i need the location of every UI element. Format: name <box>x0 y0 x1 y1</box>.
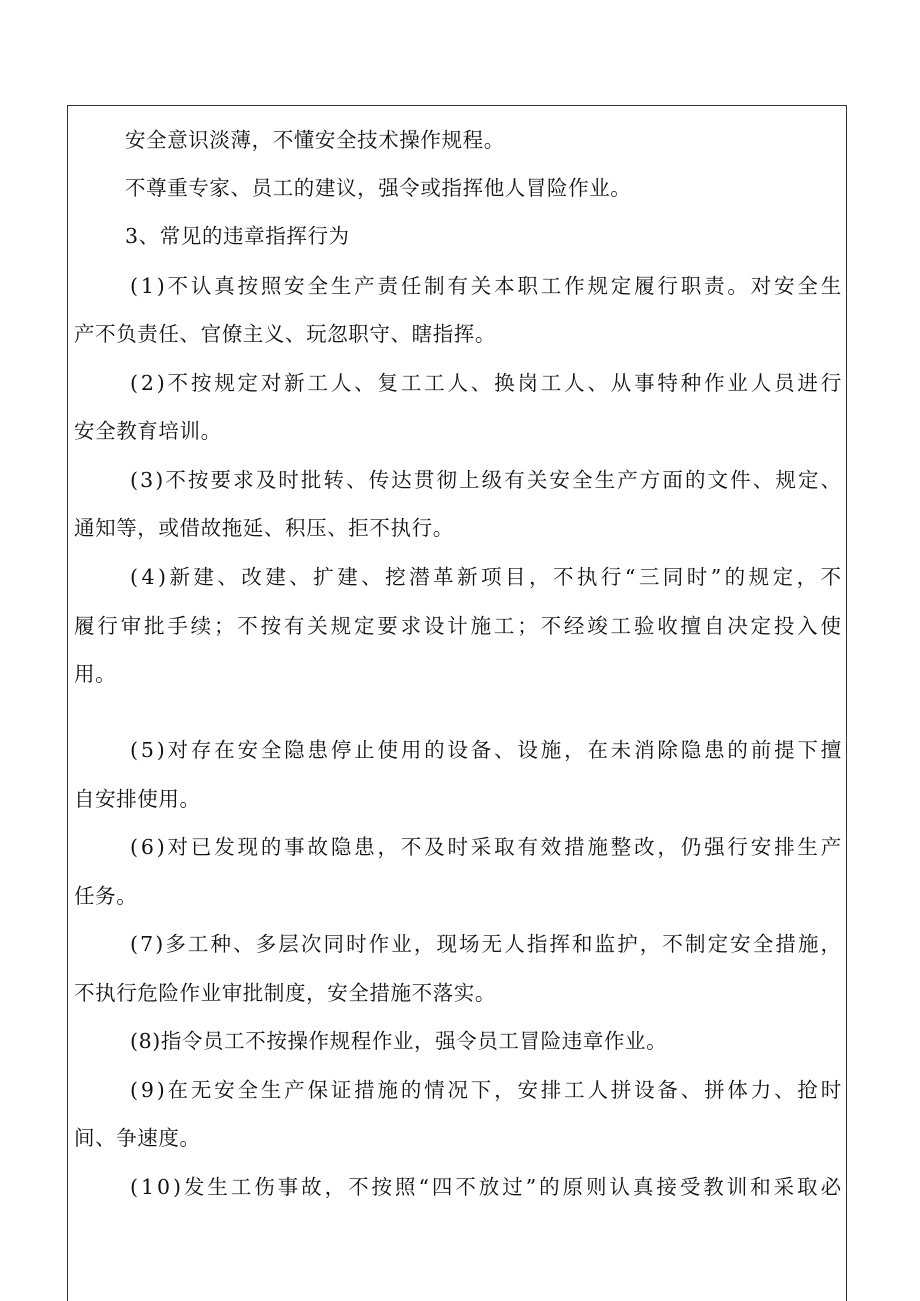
text-line: 履 行 审 批 手 续 ； 不 按 有 关 规 定 要 求 设 计 施 工 ； 不 经 竣 工 验 收 擅 自 决 定 投 入 使 <box>74 614 842 638</box>
text-line: 通知等，或借故拖延、积压、拒不执行。 <box>74 516 454 540</box>
text-line: ( 4 ) 新 建 、 改 建 、 扩 建 、 挖 潜 革 新 项 目 ， 不 执 行 “ 三 同 时 ” 的 规 定 ， 不 <box>130 565 842 589</box>
text-line: ( 2 ) 不 按 规 定 对 新 工 人 、 复 工 工 人 、 换 岗 工 人 、 从 事 特 种 作 业 人 员 进 行 <box>130 371 842 395</box>
text-line: 间、争速度。 <box>74 1126 201 1150</box>
table-cell-frame <box>67 105 847 1301</box>
text-line: 自安排使用。 <box>74 787 201 811</box>
text-line: 安全教育培训。 <box>74 419 222 443</box>
text-line: ( 5 ) 对 存 在 安 全 隐 患 停 止 使 用 的 设 备 、 设 施 ， 在 未 消 除 隐 患 的 前 提 下 擅 <box>130 738 842 762</box>
text-line: ( 3 ) 不 按 要 求 及 时 批 转 、 传 达 贯 彻 上 级 有 关 安 全 生 产 方 面 的 文 件 、 规 定 、 <box>130 468 842 492</box>
text-line: (8)指令员工不按操作规程作业，强令员工冒险违章作业。 <box>130 1029 668 1053</box>
section-heading: 3、常见的违章指挥行为 <box>125 224 350 248</box>
text-line: ( 6 ) 对 已 发 现 的 事 故 隐 患 ， 不 及 时 采 取 有 效 措 施 整 改 ， 仍 强 行 安 排 生 产 <box>130 835 842 859</box>
text-line: ( 1 0 ) 发 生 工 伤 事 故 ， 不 按 照 “ 四 不 放 过 ” 的 原 则 认 真 接 受 教 训 和 采 取 必 <box>130 1175 842 1199</box>
text-line: 用。 <box>74 662 117 686</box>
text-line: 安全意识淡薄，不懂安全技术操作规程。 <box>125 128 505 152</box>
text-line: ( 7 ) 多 工 种 、 多 层 次 同 时 作 业 ， 现 场 无 人 指 挥 和 监 护 ， 不 制 定 安 全 措 施 ， <box>130 932 842 956</box>
text-line: ( 9 ) 在 无 安 全 生 产 保 证 措 施 的 情 况 下 ， 安 排 工 人 拼 设 备 、 拼 体 力 、 抢 时 <box>130 1078 842 1102</box>
text-line: 产不负责任、官僚主义、玩忽职守、瞎指挥。 <box>74 322 496 346</box>
text-line: 不执行危险作业审批制度，安全措施不落实。 <box>74 981 496 1005</box>
text-line: 不尊重专家、员工的建议，强令或指挥他人冒险作业。 <box>125 176 632 200</box>
text-line: 任务。 <box>74 884 138 908</box>
text-line: ( 1 ) 不 认 真 按 照 安 全 生 产 责 任 制 有 关 本 职 工 作 规 定 履 行 职 责 。 对 安 全 生 <box>130 274 842 298</box>
